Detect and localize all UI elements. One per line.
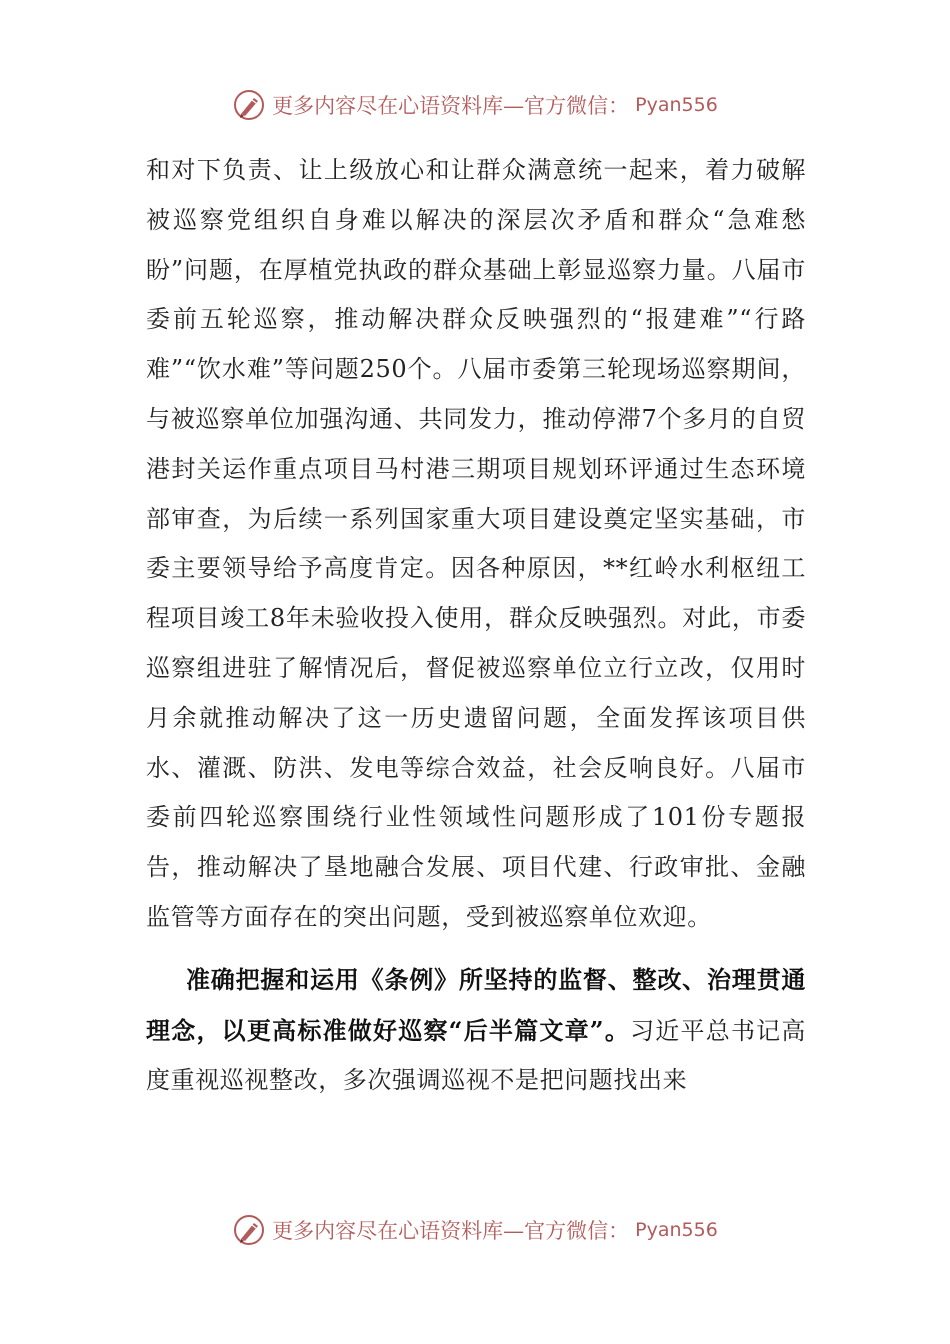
pen-logo-icon <box>232 1213 266 1247</box>
header-watermark <box>0 88 950 122</box>
watermark-text: 更多内容尽在心语资料库—官方微信： <box>272 94 630 118</box>
paragraph-2 <box>146 955 806 1106</box>
watermark-id: Pyan556 <box>635 1219 718 1241</box>
document-body <box>146 146 806 1106</box>
watermark-text: 更多内容尽在心语资料库—官方微信： <box>272 1219 630 1243</box>
paragraph-1 <box>146 146 806 943</box>
pen-logo-icon <box>232 88 266 122</box>
footer-watermark <box>0 1213 950 1247</box>
watermark-id: Pyan556 <box>635 94 718 116</box>
paragraph-1-text: 和对下负责、让上级放心和让群众满意统一起来，着力破解被巡察党组织自身难以解决的深层次矛盾和群众“急难愁盼”问题，在厚植党执政的群众基础上彰显巡察力量。八届市委前五轮巡察，推动解决群众反映强烈的“报建难”“行路难”“饮水难”等问题250个。八届市委第三轮现场巡察期间，与被巡察单位加强沟通、共同发力，推动停滞7个多月的自贸港封关运作重点项目马村港三期项目规划环评通过生态环境部审查，为后续一系列国家重大项目建设奠定坚实基础，市委主要领导给予高度肯定。因各种原因，**红岭水利枢纽工程项目竣工8年未验收投入使用，群众反映强烈。对此，市委巡察组进驻了解情况后，督促被巡察单位立行立改，仅用时月余就推动解决了这一历史遗留问题，全面发挥该项目供水、灌溉、防洪、发电等综合效益，社会反响良好。八届市委前四轮巡察围绕行业性领域性问题形成了101份专题报告，推动解决了垦地融合发展、项目代建、行政审批、金融监管等方面存在的突出问题，受到被巡察单位欢迎。 <box>146 156 806 931</box>
paragraph-2-heading: 准确把握和运用《条例》所坚持的监督、整改、治理贯通理念，以更高标准做好巡察“后半篇文章”。 <box>146 964 806 1045</box>
paragraph-2-text: 习近平总书记高度重视巡视整改，多次强调巡视不是把问题找出来 <box>146 1016 806 1095</box>
